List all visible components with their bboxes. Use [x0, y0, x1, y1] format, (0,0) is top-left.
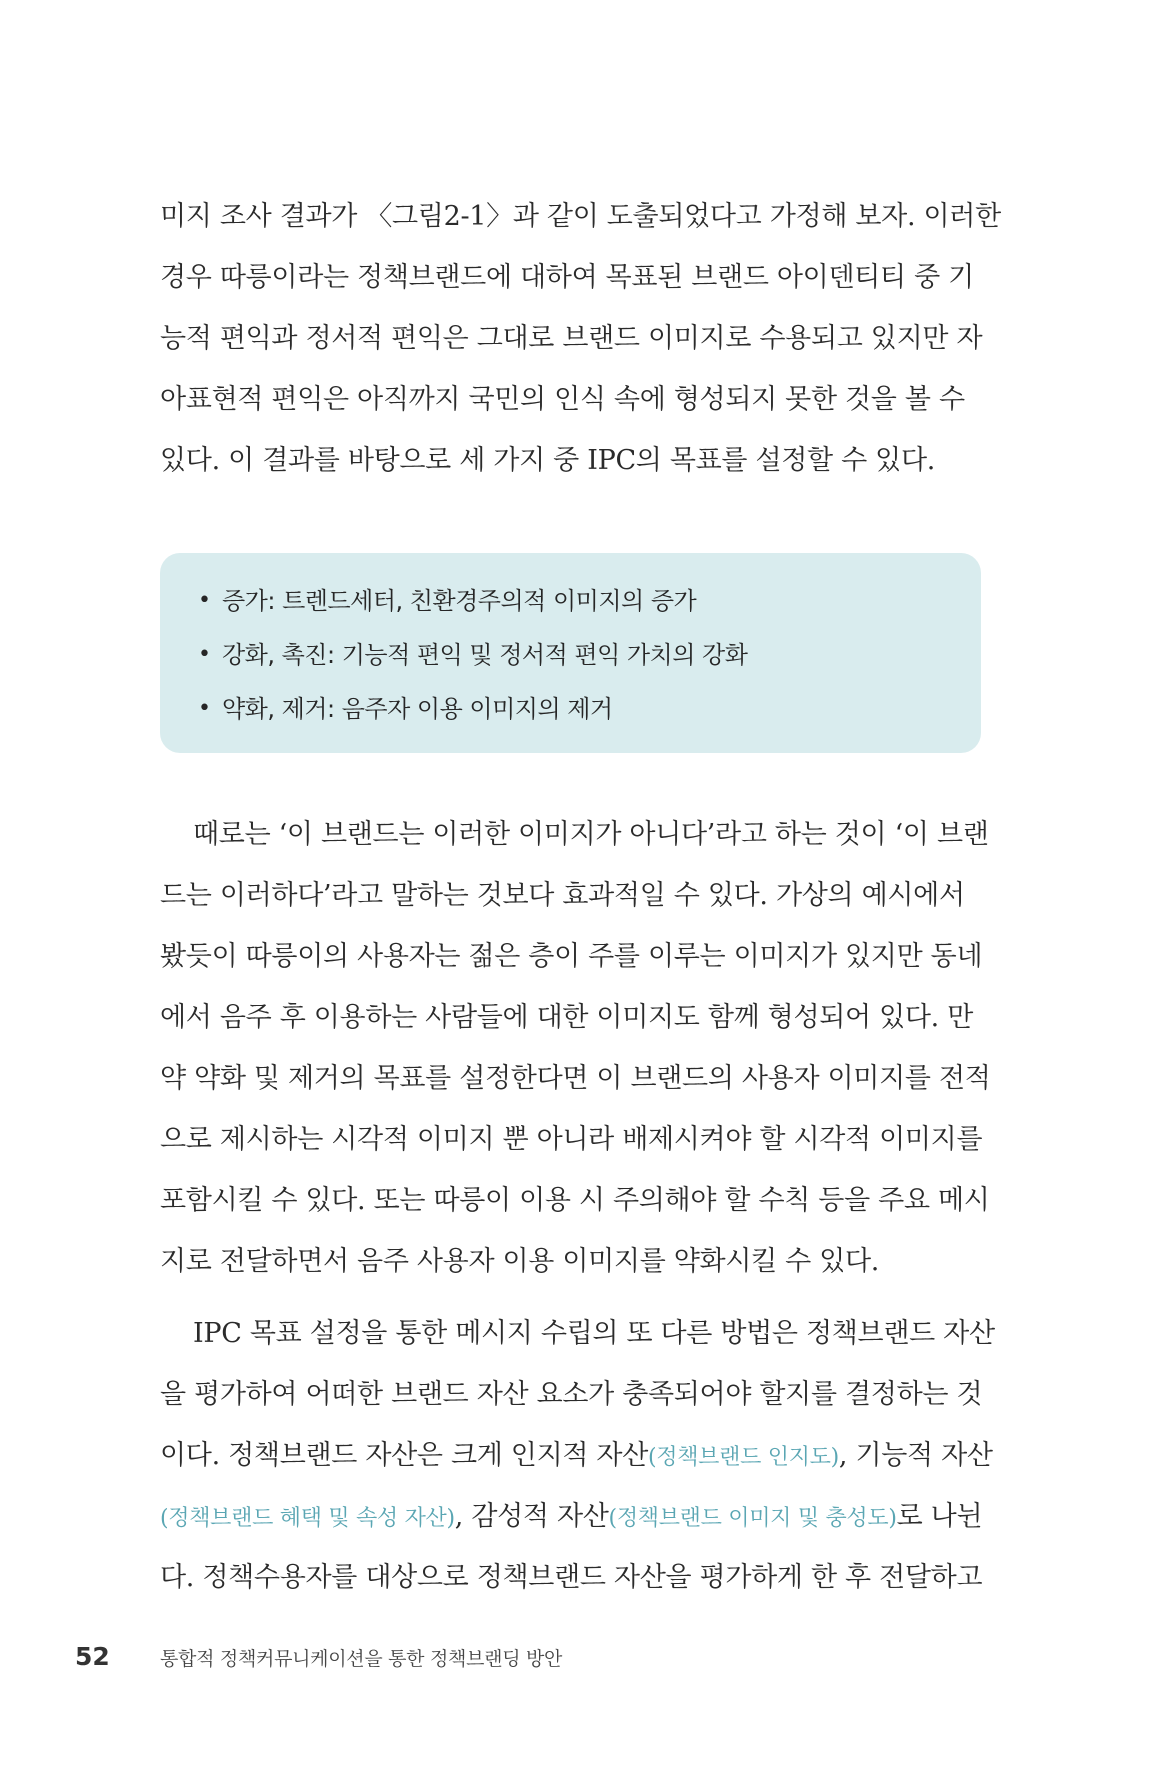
text-line: 드는 이러하다’라고 말하는 것보다 효과적일 수 있다. 가상의 예시에서: [160, 880, 965, 911]
running-title: 통합적 정책커뮤니케이션을 통한 정책브랜딩 방안: [160, 1648, 563, 1670]
bullet-icon: •: [198, 642, 211, 667]
page-footer: [0, 1637, 1169, 1677]
line-text: , 기능적 자산: [838, 1440, 993, 1471]
bullet-icon: •: [198, 588, 211, 613]
inline-note: (정책브랜드 이미지 및 충성도): [608, 1506, 897, 1531]
bullet-text: 증가: 트렌드세터, 친환경주의적 이미지의 증가: [222, 587, 697, 615]
text-line: [160, 1425, 993, 1486]
line-text: , 감성적 자산: [454, 1501, 609, 1532]
text-line: 을 평가하여 어떠한 브랜드 자산 요소가 충족되어야 할지를 결정하는 것: [160, 1379, 983, 1410]
line-text: 로 나뉜: [896, 1501, 983, 1532]
text-line: 능적 편익과 정서적 편익은 그대로 브랜드 이미지로 수용되고 있지만 자: [160, 323, 983, 354]
bullet-item: [160, 628, 981, 682]
bullet-text: 약화, 제거: 음주자 이용 이미지의 제거: [222, 695, 613, 723]
text-line: 다. 정책수용자를 대상으로 정책브랜드 자산을 평가하게 한 후 전달하고: [160, 1562, 983, 1593]
bullet-item: [160, 574, 981, 628]
inline-note: (정책브랜드 인지도): [648, 1445, 839, 1470]
bullet-item: [160, 682, 981, 736]
text-line: 때로는 ‘이 브랜드는 이러한 이미지가 아니다’라고 하는 것이 ‘이 브랜: [193, 819, 989, 850]
text-line: 에서 음주 후 이용하는 사람들에 대한 이미지도 함께 형성되어 있다. 만: [160, 1002, 974, 1033]
bullet-text: 강화, 촉진: 기능적 편익 및 정서적 편익 가치의 강화: [222, 641, 748, 669]
text-line: IPC 목표 설정을 통한 메시지 수립의 또 다른 방법은 정책브랜드 자산: [193, 1318, 995, 1349]
text-line: 아표현적 편익은 아직까지 국민의 인식 속에 형성되지 못한 것을 볼 수: [160, 384, 965, 415]
paragraph-2: [160, 804, 991, 1292]
text-line: 경우 따릉이라는 정책브랜드에 대하여 목표된 브랜드 아이덴티티 중 기: [160, 262, 974, 293]
text-line: 으로 제시하는 시각적 이미지 뿐 아니라 배제시켜야 할 시각적 이미지를: [160, 1124, 983, 1155]
line-text: 이다. 정책브랜드 자산은 크게 인지적 자산: [160, 1440, 648, 1471]
page-number: 52: [75, 1642, 110, 1671]
paragraph-1: [160, 186, 1001, 491]
text-line: 포함시킬 수 있다. 또는 따릉이 이용 시 주의해야 할 수칙 등을 주요 메시: [160, 1185, 990, 1216]
bullet-icon: •: [198, 696, 211, 721]
inline-note: (정책브랜드 혜택 및 속성 자산): [160, 1506, 455, 1531]
text-line: 지로 전달하면서 음주 사용자 이용 이미지를 약화시킬 수 있다.: [160, 1246, 880, 1277]
ipc-goals-box: [160, 553, 981, 753]
text-line: [160, 1486, 983, 1547]
text-line: 미지 조사 결과가 〈그림2-1〉과 같이 도출되었다고 가정해 보자. 이러한: [160, 201, 1001, 232]
paragraph-3: [160, 1303, 995, 1608]
text-line: 있다. 이 결과를 바탕으로 세 가지 중 IPC의 목표를 설정할 수 있다.: [160, 445, 936, 476]
text-line: 약 약화 및 제거의 목표를 설정한다면 이 브랜드의 사용자 이미지를 전적: [160, 1063, 991, 1094]
text-line: 봤듯이 따릉이의 사용자는 젊은 층이 주를 이루는 이미지가 있지만 동네: [160, 941, 983, 972]
